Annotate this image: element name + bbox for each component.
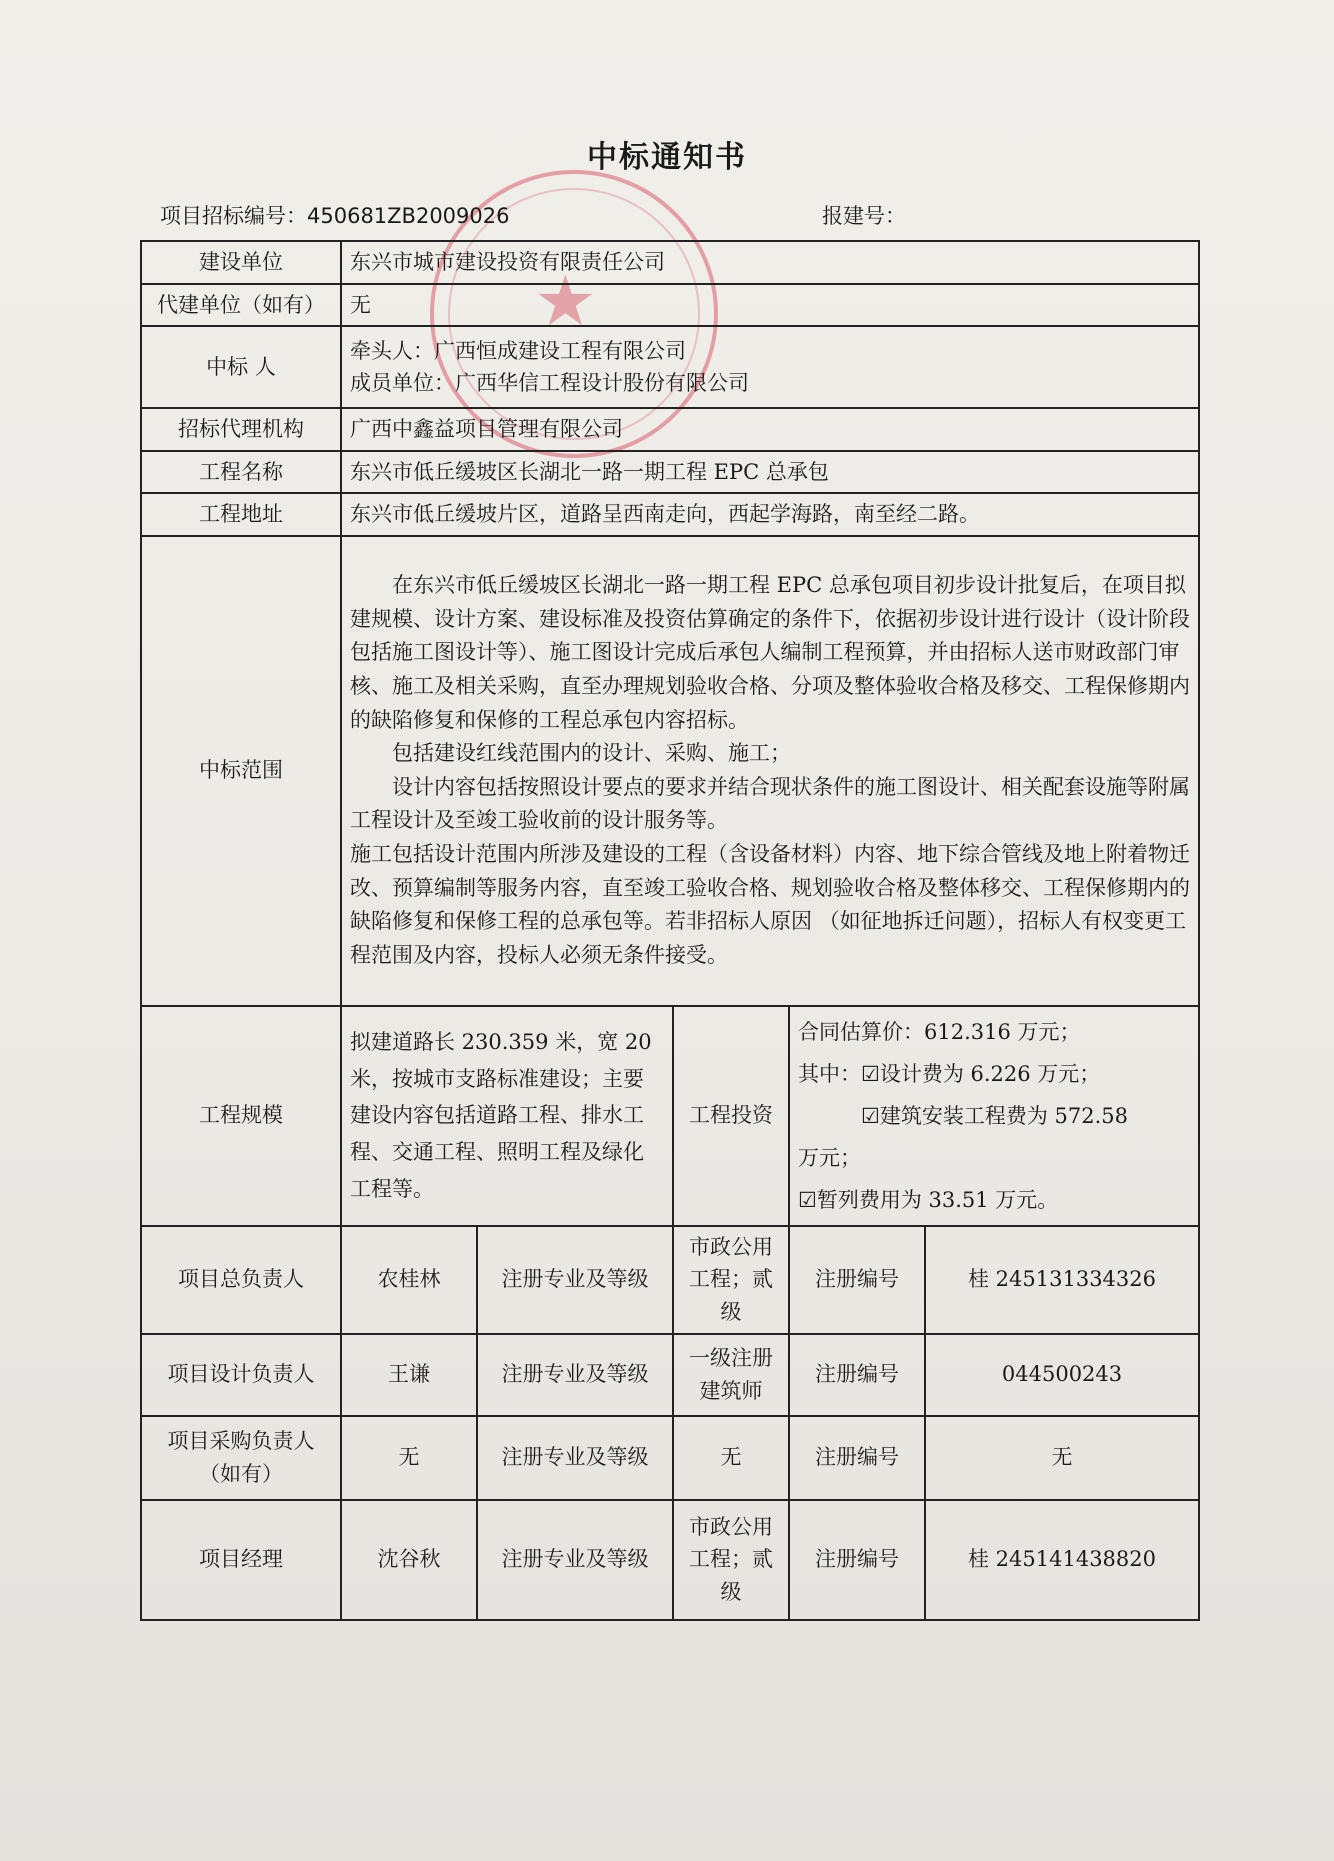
personnel-reg: 044500243 <box>925 1334 1199 1416</box>
row-project-name <box>141 451 1199 494</box>
personnel-reg-label: 注册编号 <box>789 1500 925 1620</box>
construction-fee-unit: 万元； <box>798 1145 861 1170</box>
personnel-spec-label: 注册专业及等级 <box>477 1500 673 1620</box>
agency-label: 招标代理机构 <box>141 408 341 451</box>
project-name-label: 工程名称 <box>141 451 341 494</box>
personnel-reg: 无 <box>925 1416 1199 1500</box>
investment-cell <box>789 1006 1199 1226</box>
bid-number-value: 450681ZB2009026 <box>307 204 510 228</box>
owner-value: 东兴市城市建设投资有限责任公司 <box>341 241 1199 284</box>
star-icon: ★ <box>534 260 597 342</box>
project-name-value: 东兴市低丘缓坡区长湖北一路一期工程 EPC 总承包 <box>341 451 1199 494</box>
agency-value: 广西中鑫益项目管理有限公司 <box>341 408 1199 451</box>
personnel-role: 项目经理 <box>141 1500 341 1620</box>
scale-label: 工程规模 <box>141 1006 341 1226</box>
winner-cell <box>341 326 1199 408</box>
personnel-spec-label: 注册专业及等级 <box>477 1416 673 1500</box>
scale-description: 拟建道路长 230.359 米，宽 20 米，按城市支路标准建设；主要建设内容包括道路工程、排水工程、交通工程、照明工程及绿化工程等。 <box>341 1006 673 1226</box>
personnel-name: 王谦 <box>341 1334 477 1416</box>
scope-paragraph: 在东兴市低丘缓坡区长湖北一路一期工程 EPC 总承包项目初步设计批复后，在项目拟建规模、设计方案、建设标准及投资估算确定的条件下，依据初步设计进行设计（设计阶段包括施工图设计等）、施工图设计完成后承包人编制工程预算，并由招标人送市财政部门审核、施工及相关采购，直至办理规划验收合格、分项及整体验收合格及移交、工程保修期内的缺陷修复和保修的工程总承包内容招标。 <box>350 573 1190 732</box>
winner-label: 中标 人 <box>141 326 341 408</box>
scope-paragraph: 施工包括设计范围内所涉及建设的工程（含设备材料）内容、地下综合管线及地上附着物迁改、预算编制等服务内容，直至竣工验收合格、规划验收合格及整体移交、工程保修期内的缺陷修复和保修工程的总承包等。若非招标人原因 （如征地拆迁问题），招标人有权变更工程范围及内容，投标人必须无条件接受。 <box>350 841 1190 967</box>
winner-lead: 牵头人：广西恒成建设工程有限公司 <box>350 338 686 363</box>
personnel-reg-label: 注册编号 <box>789 1226 925 1334</box>
personnel-name: 农桂林 <box>341 1226 477 1334</box>
scope-paragraph: 包括建设红线范围内的设计、采购、施工； <box>392 741 791 766</box>
personnel-role: 项目设计负责人 <box>141 1334 341 1416</box>
personnel-spec-label: 注册专业及等级 <box>477 1334 673 1416</box>
provisional-fee: ☑暂列费用为 33.51 万元。 <box>798 1187 1059 1212</box>
personnel-role: 项目采购负责人（如有） <box>141 1416 341 1500</box>
agent-builder-value: 无 <box>341 284 1199 327</box>
row-scope <box>141 536 1199 1006</box>
scope-cell <box>341 536 1199 1006</box>
project-address-value: 东兴市低丘缓坡片区，道路呈西南走向，西起学海路，南至经二路。 <box>341 493 1199 536</box>
personnel-reg: 桂 245131334326 <box>925 1226 1199 1334</box>
construction-fee: ☑建筑安装工程费为 572.58 <box>861 1103 1128 1128</box>
award-table <box>140 240 1200 1621</box>
row-winner <box>141 326 1199 408</box>
row-agent-builder <box>141 284 1199 327</box>
project-address-label: 工程地址 <box>141 493 341 536</box>
permit-number-label: 报建号： <box>822 204 906 228</box>
personnel-role: 项目总负责人 <box>141 1226 341 1334</box>
contract-estimate: 合同估算价：612.316 万元； <box>798 1019 1081 1044</box>
owner-label: 建设单位 <box>141 241 341 284</box>
personnel-name: 无 <box>341 1416 477 1500</box>
personnel-name: 沈谷秋 <box>341 1500 477 1620</box>
personnel-spec: 市政公用工程；贰级 <box>673 1226 789 1334</box>
row-scale <box>141 1006 1199 1226</box>
agent-builder-label: 代建单位（如有） <box>141 284 341 327</box>
document-title: 中标通知书 <box>587 140 747 175</box>
personnel-row <box>141 1500 1199 1620</box>
row-project-address <box>141 493 1199 536</box>
personnel-reg: 桂 245141438820 <box>925 1500 1199 1620</box>
investment-label: 工程投资 <box>673 1006 789 1226</box>
winner-member: 成员单位：广西华信工程设计股份有限公司 <box>350 371 749 396</box>
row-agency <box>141 408 1199 451</box>
personnel-row <box>141 1416 1199 1500</box>
personnel-row <box>141 1334 1199 1416</box>
personnel-spec: 市政公用工程；贰级 <box>673 1500 789 1620</box>
scope-paragraph: 设计内容包括按照设计要点的要求并结合现状条件的施工图设计、相关配套设施等附属工程设计及至竣工验收前的设计服务等。 <box>350 774 1190 833</box>
design-fee: 其中：☑设计费为 6.226 万元； <box>798 1061 1101 1086</box>
bid-number-line <box>160 200 509 230</box>
personnel-reg-label: 注册编号 <box>789 1334 925 1416</box>
personnel-row <box>141 1226 1199 1334</box>
personnel-spec: 无 <box>673 1416 789 1500</box>
row-owner <box>141 241 1199 284</box>
personnel-reg-label: 注册编号 <box>789 1416 925 1500</box>
personnel-spec: 一级注册建筑师 <box>673 1334 789 1416</box>
personnel-spec-label: 注册专业及等级 <box>477 1226 673 1334</box>
bid-number-label: 项目招标编号： <box>160 204 307 228</box>
scope-label: 中标范围 <box>141 536 341 1006</box>
